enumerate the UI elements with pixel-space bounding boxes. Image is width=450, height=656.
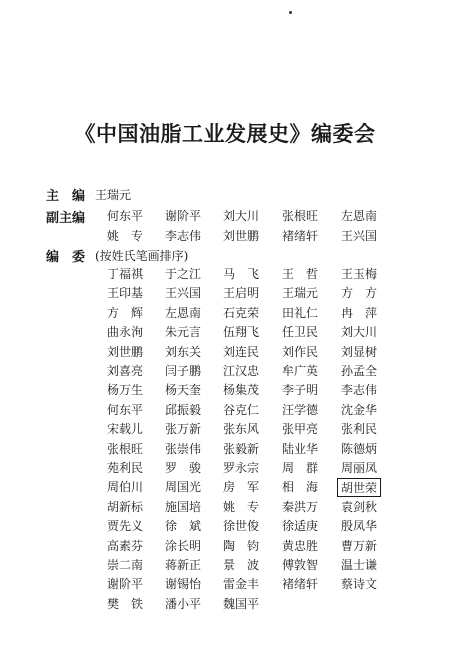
speck-mark	[289, 11, 292, 14]
person-name: 胡新标	[107, 499, 144, 514]
person-name: 雷金丰	[223, 577, 260, 592]
person-name: 谢阶平	[165, 209, 202, 223]
person-name: 张根旺	[282, 209, 319, 223]
person-name: 姚 专	[107, 228, 144, 243]
person-name: 江汉忠	[223, 364, 260, 378]
person-name: 景 波	[223, 558, 260, 572]
person-name: 相 海	[282, 480, 319, 495]
person-name: 徐 斌	[165, 519, 202, 534]
person-name: 张毅新	[223, 441, 260, 456]
person-name: 何东平	[107, 209, 144, 223]
person-name: 刘作民	[282, 344, 319, 359]
person-name: 潘小平	[165, 596, 202, 611]
person-name: 伍翔飞	[223, 325, 260, 340]
person-name: 曲永洵	[107, 325, 144, 340]
person-name: 蒋新正	[165, 558, 202, 572]
person-name: 王启明	[223, 286, 260, 301]
person-name: 王瑞元	[282, 286, 319, 301]
person-name: 房 军	[223, 480, 260, 495]
person-name: 谢阶平	[107, 577, 144, 592]
person-name: 朱元言	[165, 325, 202, 340]
person-name: 王兴国	[341, 228, 378, 243]
person-name: 傅敦智	[282, 558, 319, 572]
person-name: 张万新	[165, 422, 202, 437]
person-name: 高素芬	[107, 538, 144, 553]
person-name: 左恩南	[165, 305, 202, 320]
person-name: 王印基	[107, 286, 144, 301]
person-name: 周丽凤	[341, 461, 378, 475]
person-name: 殷凤华	[341, 519, 378, 534]
person-name: 冉 萍	[341, 305, 378, 320]
person-name: 方 辉	[107, 305, 144, 320]
person-name: 任卫民	[282, 325, 319, 340]
person-name: 张东风	[223, 422, 260, 437]
person-name: 宋载儿	[107, 422, 144, 437]
page-title: 《中国油脂工业发展史》编委会	[74, 122, 376, 146]
person-name: 王玉梅	[341, 267, 378, 281]
person-name: 黄忠胜	[282, 538, 319, 553]
person-name: 刘喜亮	[107, 364, 144, 378]
person-name: 牟广英	[282, 364, 319, 378]
person-name: 王兴国	[165, 286, 202, 301]
person-name: 樊 铁	[107, 596, 144, 611]
person-name: 谷克仁	[223, 402, 260, 417]
person-name: 刘东关	[165, 344, 202, 359]
person-name: 刘世鹏	[107, 344, 144, 359]
person-name: 陆业华	[282, 441, 319, 456]
person-name: 张甲亮	[282, 422, 319, 437]
person-name: 陈德炳	[341, 441, 378, 456]
person-name: 温士谦	[341, 558, 378, 572]
person-name: 刘连民	[223, 344, 260, 359]
person-name: 姚 专	[223, 499, 260, 514]
person-name: 石克荣	[223, 305, 260, 320]
person-name: 刘大川	[341, 325, 378, 340]
person-name: 褚绪轩	[282, 228, 319, 243]
person-name: 闫子鹏	[165, 364, 202, 378]
editors-label: 编 委	[46, 250, 86, 265]
person-name: 沈金华	[341, 402, 378, 417]
person-name: 丁福祺	[107, 267, 144, 281]
deputy-chief-label: 副主编	[46, 211, 86, 226]
person-name: 王瑞元	[95, 188, 132, 202]
person-name: 周 群	[282, 461, 319, 475]
person-name: 陶 钧	[223, 538, 260, 553]
chief-editor-label: 主 编	[46, 189, 86, 204]
person-name: 马 飞	[223, 267, 260, 281]
person-name: 胡世荣	[337, 478, 381, 497]
person-name: 张根旺	[107, 441, 144, 456]
person-name: 杨天奎	[165, 383, 202, 398]
person-name: 田礼仁	[282, 305, 319, 320]
person-name: 罗 骏	[165, 461, 202, 475]
person-name: 汪学德	[282, 402, 319, 417]
person-name: 涂长明	[165, 538, 202, 553]
person-name: 褚绪轩	[282, 577, 319, 592]
person-name: 魏国平	[223, 596, 260, 611]
person-name: 张利民	[341, 422, 378, 437]
person-name: 刘世鹏	[223, 228, 260, 243]
person-name: 施国培	[165, 499, 202, 514]
person-name: 张崇伟	[165, 441, 202, 456]
person-name: 曹万新	[341, 538, 378, 553]
person-name: 谢锡怡	[165, 577, 202, 592]
person-name: 周国光	[165, 480, 202, 495]
person-name: 于之江	[165, 267, 202, 281]
person-name: 罗永宗	[223, 461, 260, 475]
person-name: 孙孟全	[341, 364, 378, 378]
editors-sort-note: (按姓氏笔画排序)	[95, 249, 189, 263]
person-name: 杨集茂	[223, 383, 260, 398]
person-name: 蔡诗文	[341, 577, 378, 592]
person-name: 王 哲	[282, 267, 319, 281]
person-name: 左恩南	[341, 209, 378, 223]
person-name: 崇二南	[107, 558, 144, 572]
person-name: 刘显树	[341, 344, 378, 359]
person-name: 方 方	[341, 286, 378, 301]
person-name: 贾先义	[107, 519, 144, 534]
person-name: 邱振毅	[165, 402, 202, 417]
person-name: 苑利民	[107, 461, 144, 475]
person-name: 周伯川	[107, 480, 144, 495]
person-name: 徐世俊	[223, 519, 260, 534]
person-name: 袁剑秋	[341, 499, 378, 514]
person-name: 徐适庚	[282, 519, 319, 534]
person-name: 刘大川	[223, 209, 260, 223]
person-name: 李志伟	[341, 383, 378, 398]
person-name: 秦洪万	[282, 499, 319, 514]
person-name: 李子明	[282, 383, 319, 398]
person-name: 杨万生	[107, 383, 144, 398]
person-name: 何东平	[107, 402, 144, 417]
person-name: 李志伟	[165, 228, 202, 243]
